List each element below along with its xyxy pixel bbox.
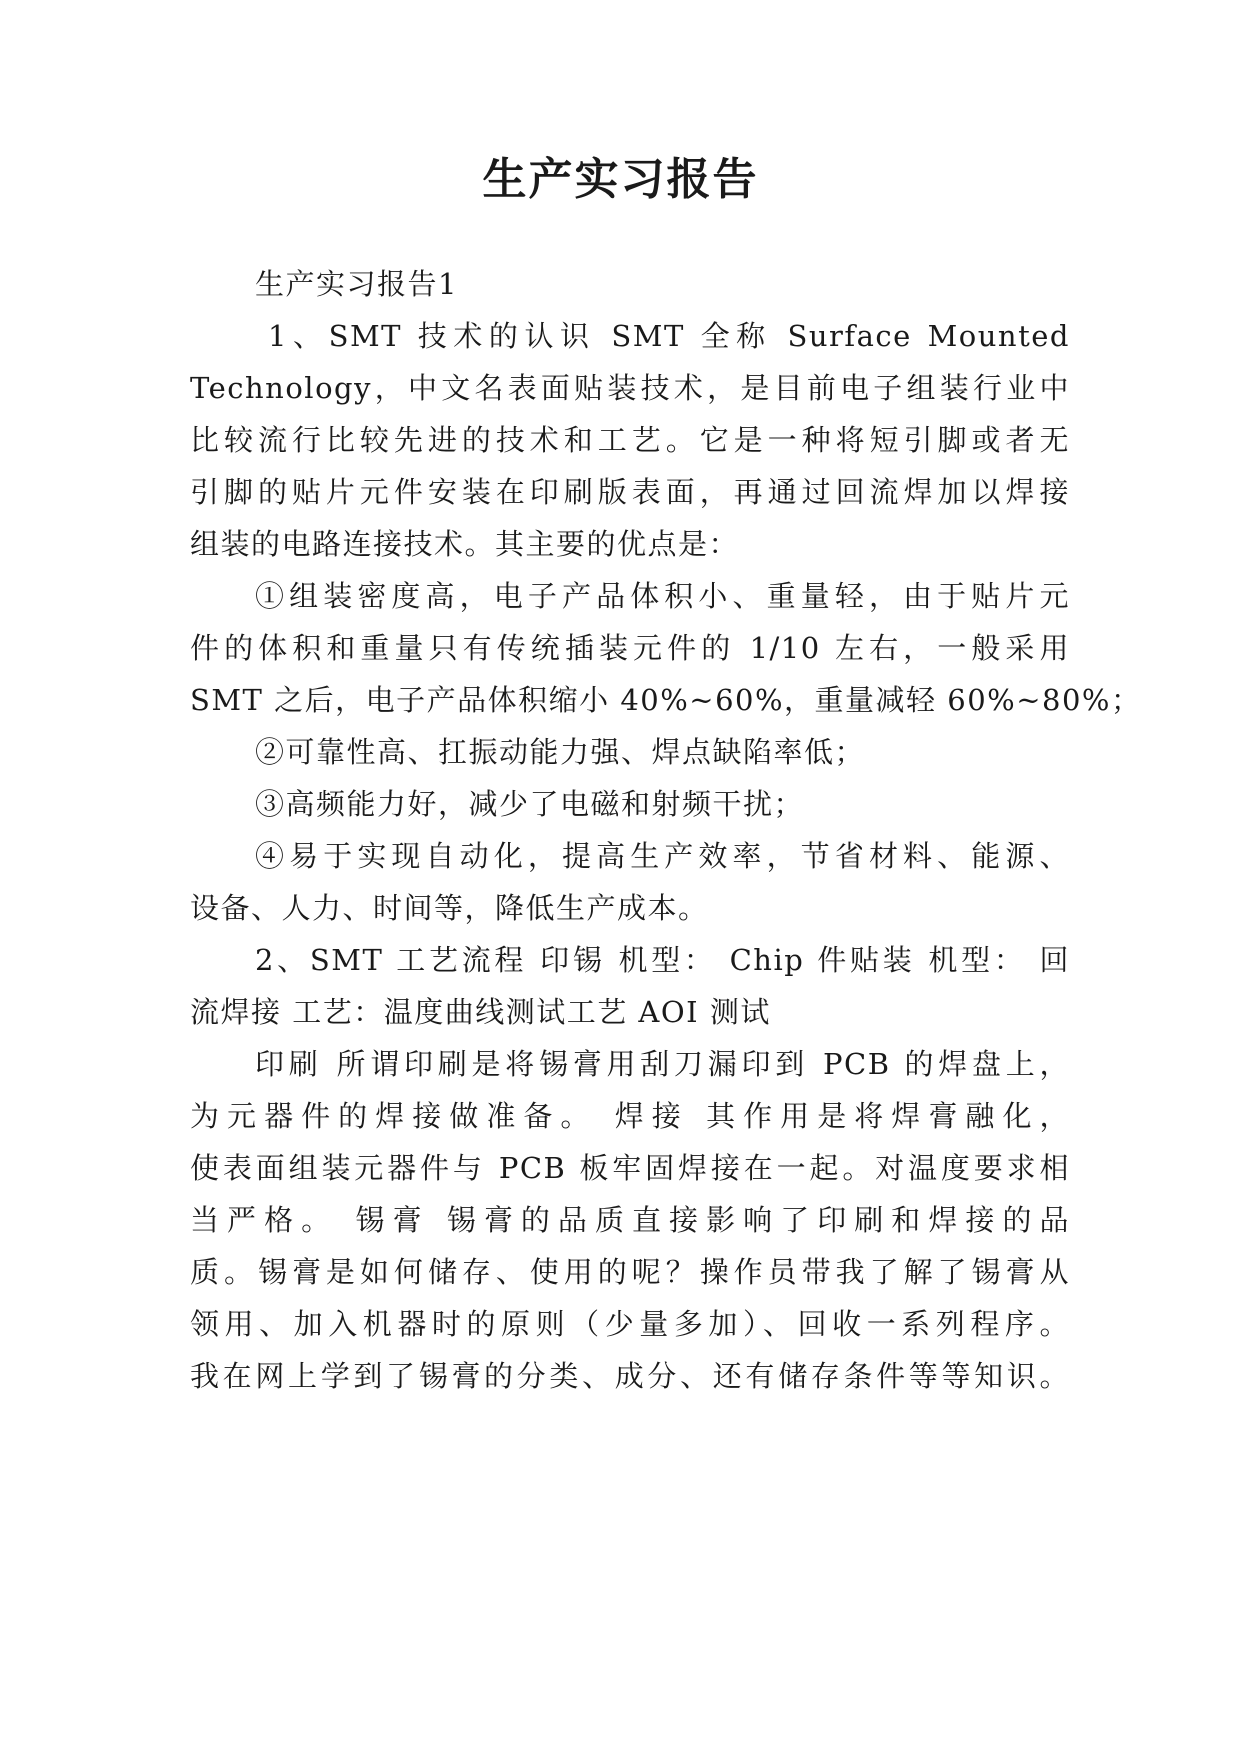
- paragraph-line: Technology，中文名表面贴装技术，是目前电子组装行业中: [190, 371, 1070, 405]
- paragraph-line: 为元器件的焊接做准备。 焊接 其作用是将焊膏融化，: [190, 1099, 1070, 1133]
- paragraph-line: SMT 之后，电子产品体积缩小 40%~60%，重量减轻 60%~80%；: [190, 683, 1142, 717]
- list-item-2: ②可靠性高、扛振动能力强、焊点缺陷率低；: [255, 735, 866, 769]
- paragraph-line: 设备、人力、时间等，降低生产成本。: [190, 891, 709, 925]
- list-item-1: ①组装密度高，电子产品体积小、重量轻，由于贴片元: [255, 579, 1070, 613]
- paragraph-line: 我在网上学到了锡膏的分类、成分、还有储存条件等等知识。: [190, 1359, 1070, 1393]
- section-heading-2: 2、SMT 工艺流程 印锡 机型： Chip 件贴装 机型： 回: [255, 943, 1070, 977]
- paragraph-line: 领用、加入机器时的原则（少量多加）、回收一系列程序。: [190, 1307, 1070, 1341]
- paragraph-line: 引脚的贴片元件安装在印刷版表面，再通过回流焊加以焊接: [190, 475, 1070, 509]
- paragraph-line: 1、SMT 技术的认识 SMT 全称 Surface Mounted: [268, 319, 1070, 353]
- paragraph-line: 流焊接 工艺：温度曲线测试工艺 AOI 测试: [190, 995, 771, 1029]
- paragraph-line: 印刷 所谓印刷是将锡膏用刮刀漏印到 PCB 的焊盘上，: [255, 1047, 1070, 1081]
- paragraph-line: 质。锡膏是如何储存、使用的呢？操作员带我了解了锡膏从: [190, 1255, 1070, 1289]
- paragraph-line: 当严格。 锡膏 锡膏的品质直接影响了印刷和焊接的品: [190, 1203, 1070, 1237]
- document-title: 生产实习报告: [482, 154, 759, 205]
- list-item-3: ③高频能力好，减少了电磁和射频干扰；: [255, 787, 805, 821]
- paragraph-line: 比较流行比较先进的技术和工艺。它是一种将短引脚或者无: [190, 423, 1070, 457]
- paragraph-line: 组装的电路连接技术。其主要的优点是：: [190, 527, 740, 561]
- paragraph-line: 使表面组装元器件与 PCB 板牢固焊接在一起。对温度要求相: [190, 1151, 1070, 1185]
- paragraph-line: 件的体积和重量只有传统插装元件的 1/10 左右，一般采用: [190, 631, 1070, 665]
- section-heading: 生产实习报告1: [255, 267, 458, 301]
- list-item-4: ④易于实现自动化，提高生产效率，节省材料、能源、: [255, 839, 1070, 873]
